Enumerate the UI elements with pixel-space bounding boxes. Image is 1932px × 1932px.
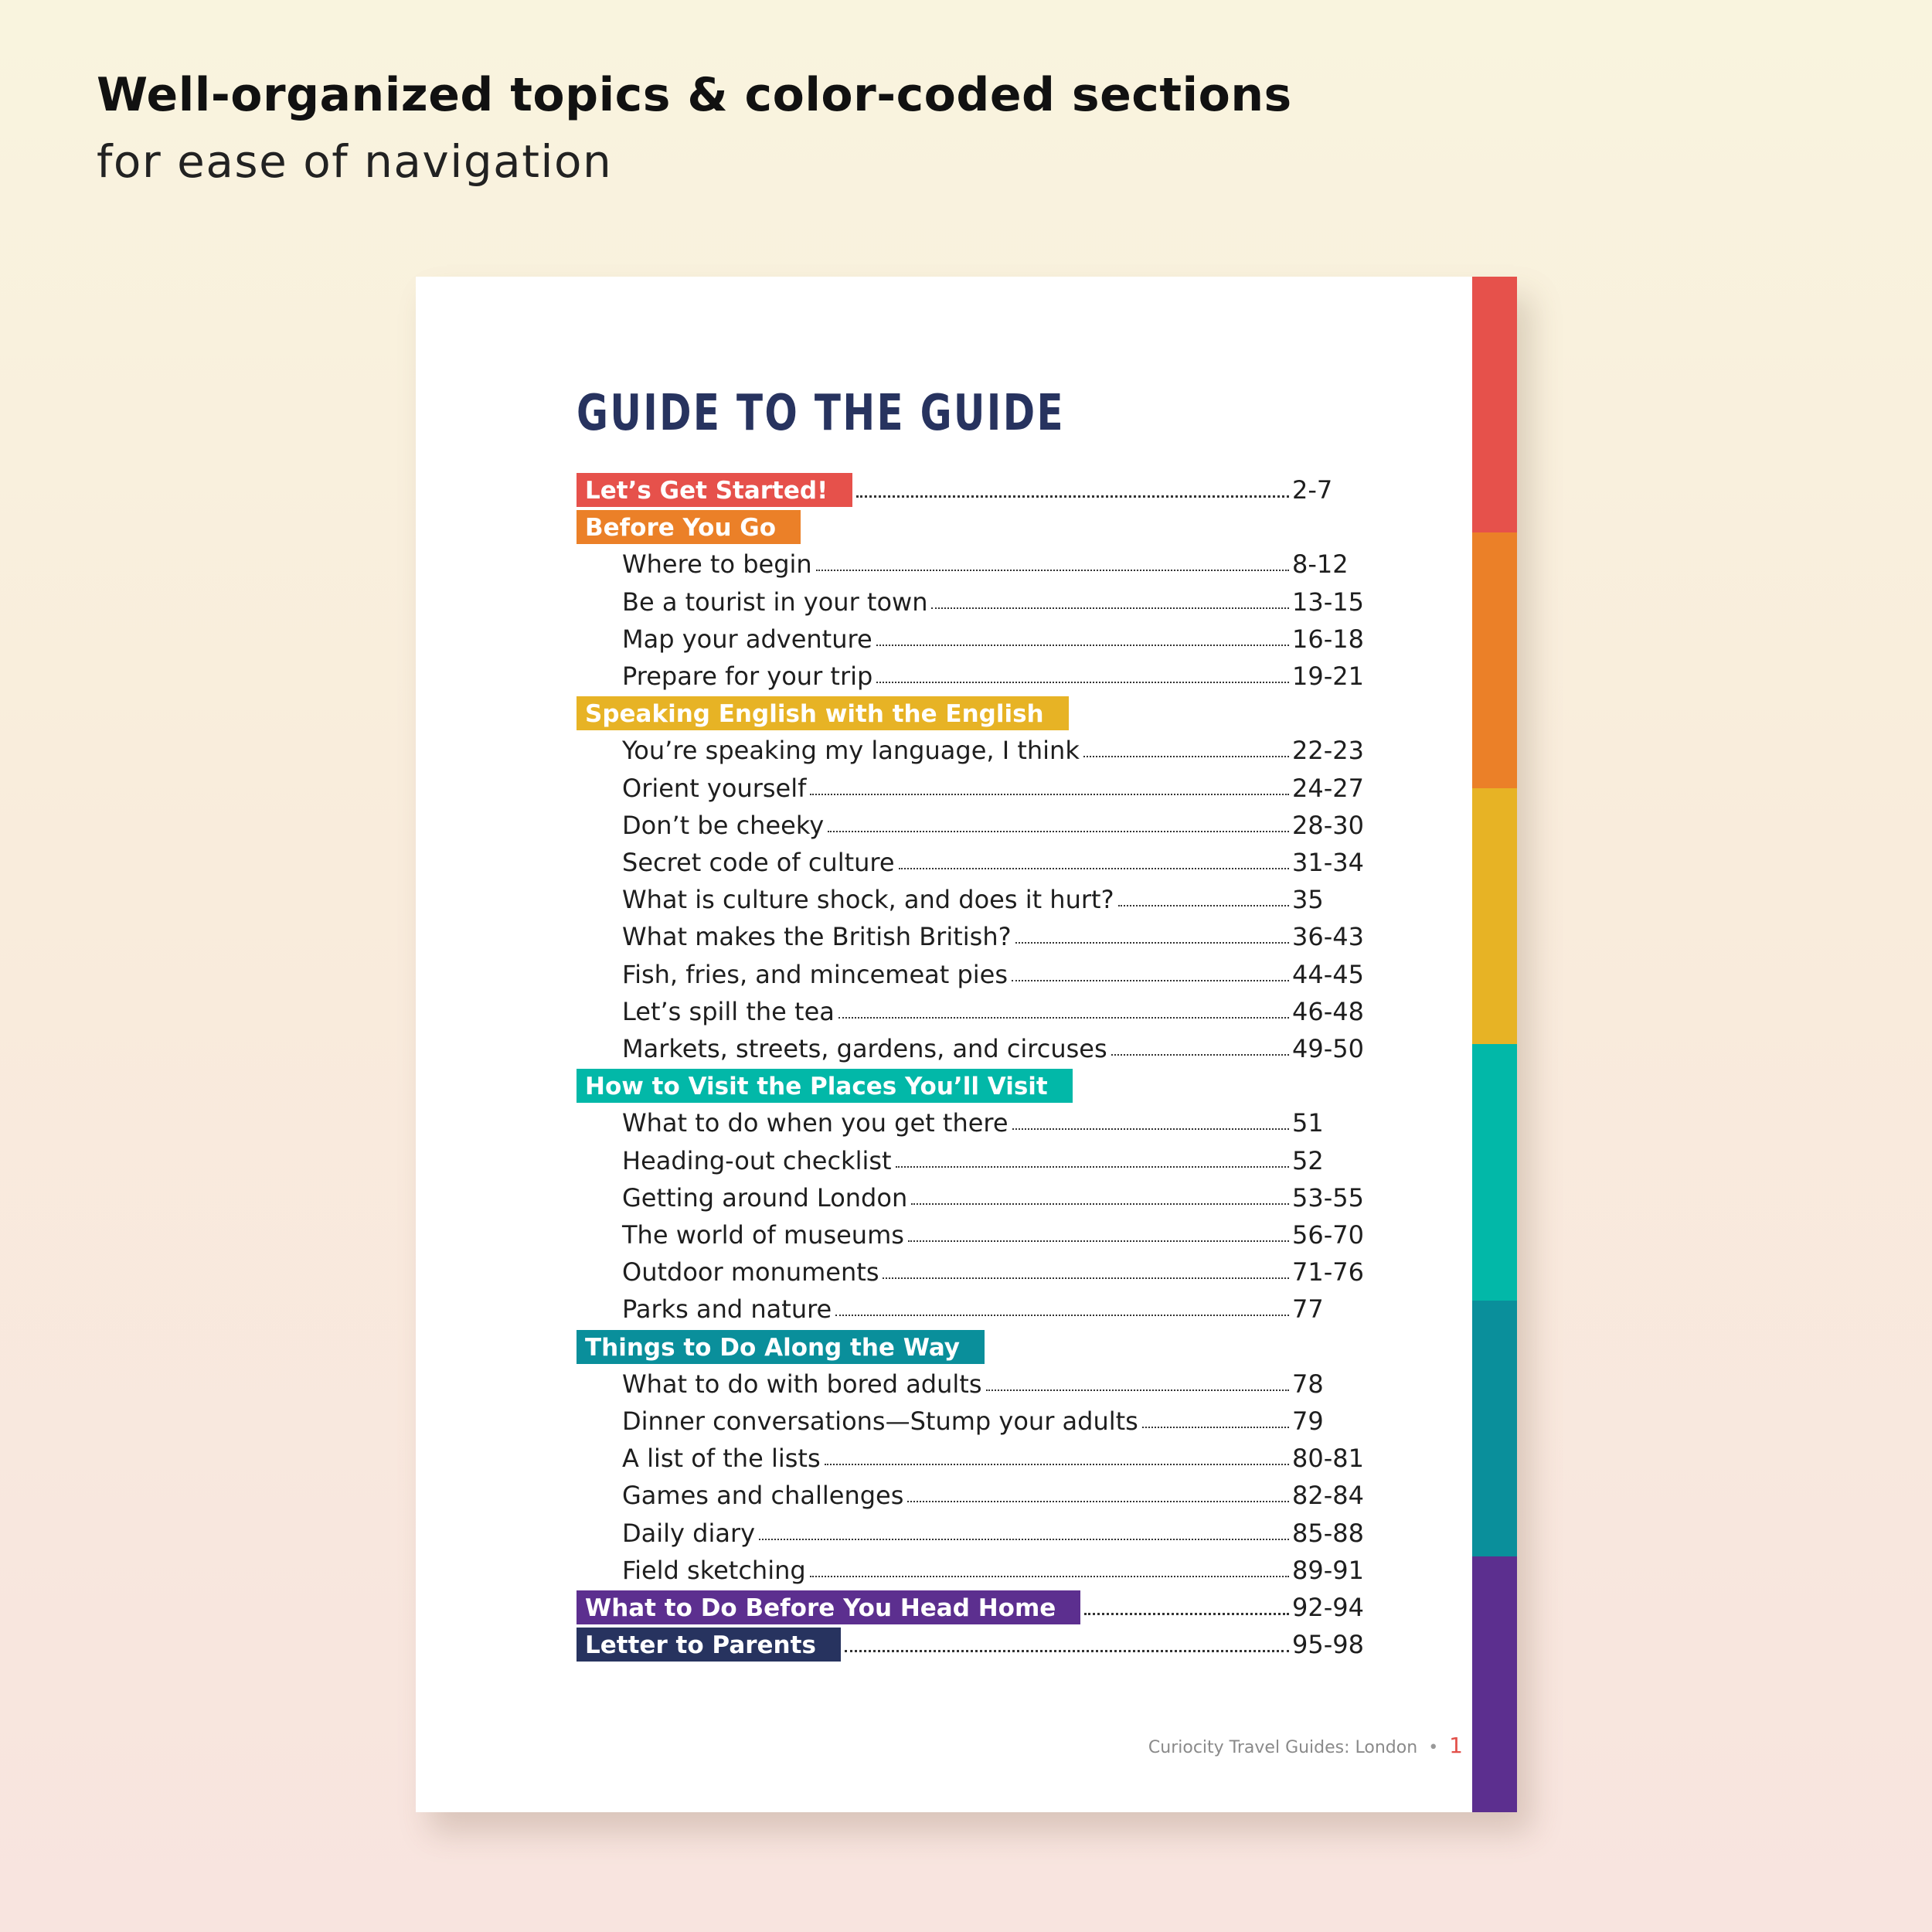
book-page: [416, 277, 1517, 1812]
toc-page-range: 71-76: [1292, 1257, 1364, 1287]
dot-leader: [835, 1315, 1289, 1316]
toc-section-row[interactable]: [577, 1628, 1372, 1662]
toc-page-range: 28-30: [1292, 810, 1364, 840]
toc-item-row[interactable]: [577, 1181, 1372, 1215]
toc-item-row[interactable]: [577, 733, 1372, 767]
toc-page-range: 46-48: [1292, 996, 1364, 1026]
toc-page-range: 16-18: [1292, 624, 1364, 654]
toc-item-label: Where to begin: [622, 549, 812, 580]
toc-item-label: Let’s spill the tea: [622, 996, 835, 1026]
page-title: GUIDE TO THE GUIDE: [577, 385, 1065, 442]
dot-leader: [1084, 1613, 1289, 1615]
toc-item-label: You’re speaking my language, I think: [622, 736, 1080, 766]
toc-page-range: 52: [1292, 1145, 1324, 1175]
dot-leader: [908, 1240, 1289, 1242]
dot-leader: [825, 1464, 1289, 1465]
toc-item-row[interactable]: [577, 547, 1372, 581]
toc-item-label: Daily diary: [622, 1518, 756, 1548]
toc-page-range: 49-50: [1292, 1034, 1364, 1063]
section-color-tab: [1472, 1301, 1517, 1556]
toc-item-label: Be a tourist in your town: [622, 587, 928, 617]
toc-page-range: 80-81: [1292, 1444, 1364, 1474]
toc-item-row[interactable]: [577, 1553, 1372, 1587]
dot-leader: [1111, 1054, 1289, 1056]
toc-item-row[interactable]: [577, 659, 1372, 693]
footer-page-number: 1: [1449, 1733, 1463, 1758]
toc-page-range: 8-12: [1292, 549, 1349, 580]
toc-item-row[interactable]: [577, 585, 1372, 619]
toc-page-range: 13-15: [1292, 587, 1364, 617]
toc-item-label: Fish, fries, and mincemeat pies: [622, 959, 1009, 989]
section-color-tab: [1472, 1556, 1517, 1812]
toc-item-label: Orient yourself: [622, 773, 807, 803]
dot-leader: [1012, 980, 1289, 981]
toc-page-range: 78: [1292, 1369, 1324, 1399]
section-color-tab: [1472, 532, 1517, 788]
toc-item-label: Markets, streets, gardens, and circuses: [622, 1034, 1107, 1063]
toc-section-label: Things to Do Along the Way: [577, 1330, 985, 1364]
toc-item-label: Map your adventure: [622, 624, 872, 654]
page-footer: [1148, 1733, 1463, 1758]
toc-item-row[interactable]: [577, 1441, 1372, 1475]
toc-section-row[interactable]: [577, 510, 1372, 544]
toc-item-row[interactable]: [577, 1032, 1372, 1066]
dot-leader: [828, 831, 1289, 832]
toc-item-label: Don’t be cheeky: [622, 810, 825, 840]
toc-item-label: Field sketching: [622, 1555, 806, 1585]
toc-item-label: Games and challenges: [622, 1481, 904, 1511]
dot-leader: [1012, 1128, 1289, 1130]
toc-section-label: Let’s Get Started!: [577, 473, 852, 507]
toc-item-row[interactable]: [577, 957, 1372, 992]
toc-item-row[interactable]: [577, 920, 1372, 954]
dot-leader: [816, 570, 1289, 571]
subheadline: for ease of navigation: [97, 135, 613, 188]
dot-leader: [876, 645, 1289, 646]
toc-page-range: 92-94: [1292, 1593, 1364, 1622]
table-of-contents: [416, 277, 1517, 1812]
toc-section-label: How to Visit the Places You’ll Visit: [577, 1069, 1073, 1103]
toc-item-label: Prepare for your trip: [622, 662, 873, 691]
toc-page-range: 95-98: [1292, 1630, 1364, 1660]
dot-leader: [1118, 905, 1289, 906]
toc-item-label: A list of the lists: [622, 1444, 821, 1474]
toc-item-row[interactable]: [577, 1516, 1372, 1550]
toc-item-row[interactable]: [577, 845, 1372, 879]
toc-item-row[interactable]: [577, 622, 1372, 656]
toc-page-range: 36-43: [1292, 922, 1364, 952]
toc-section-row[interactable]: [577, 696, 1372, 730]
toc-item-label: Dinner conversations—Stump your adults: [622, 1406, 1138, 1436]
toc-page-range: 79: [1292, 1406, 1324, 1436]
section-color-tab: [1472, 1044, 1517, 1300]
dot-leader: [810, 794, 1289, 795]
toc-item-label: Parks and nature: [622, 1294, 832, 1325]
toc-page-range: 53-55: [1292, 1182, 1364, 1213]
footer-separator: •: [1428, 1738, 1439, 1757]
toc-page-range: 22-23: [1292, 736, 1364, 766]
toc-section-row[interactable]: [577, 1069, 1372, 1103]
toc-item-label: The world of museums: [622, 1220, 904, 1250]
dot-leader: [911, 1203, 1289, 1205]
toc-page-range: 24-27: [1292, 773, 1364, 803]
dot-leader: [810, 1576, 1289, 1577]
toc-item-row[interactable]: [577, 808, 1372, 842]
toc-item-label: What makes the British British?: [622, 922, 1012, 952]
dot-leader: [1142, 1427, 1289, 1428]
toc-item-row[interactable]: [577, 1218, 1372, 1252]
toc-section-label: Before You Go: [577, 510, 801, 544]
toc-page-range: 89-91: [1292, 1555, 1364, 1585]
toc-item-row[interactable]: [577, 1404, 1372, 1438]
dot-leader: [1015, 942, 1289, 944]
section-color-tab: [1472, 277, 1517, 532]
toc-item-label: What to do with bored adults: [622, 1369, 982, 1399]
toc-item-label: Secret code of culture: [622, 848, 895, 877]
toc-item-label: What is culture shock, and does it hurt?: [622, 885, 1114, 915]
dot-leader: [899, 868, 1289, 869]
toc-page-range: 85-88: [1292, 1518, 1364, 1548]
toc-page-range: 19-21: [1292, 662, 1364, 691]
toc-page-range: 56-70: [1292, 1220, 1364, 1250]
dot-leader: [896, 1166, 1289, 1168]
dot-leader: [838, 1017, 1289, 1019]
toc-section-row[interactable]: [577, 1330, 1372, 1364]
toc-item-row[interactable]: [577, 1478, 1372, 1512]
headline: Well-organized topics & color-coded sections: [97, 68, 1292, 122]
toc-page-range: 82-84: [1292, 1481, 1364, 1511]
toc-item-label: Outdoor monuments: [622, 1257, 879, 1287]
toc-item-row[interactable]: [577, 1144, 1372, 1178]
section-tab-strip: [1472, 277, 1517, 1812]
toc-item-row[interactable]: [577, 1367, 1372, 1401]
dot-leader: [883, 1277, 1289, 1279]
toc-item-row[interactable]: [577, 1255, 1372, 1289]
toc-page-range: 44-45: [1292, 959, 1364, 989]
toc-section-row[interactable]: [577, 473, 1372, 507]
toc-page-range: 51: [1292, 1108, 1324, 1138]
section-color-tab: [1472, 788, 1517, 1044]
toc-item-label: Heading-out checklist: [622, 1145, 892, 1175]
dot-leader: [876, 682, 1289, 683]
dot-leader: [759, 1539, 1289, 1540]
dot-leader: [856, 495, 1289, 498]
toc-item-label: Getting around London: [622, 1182, 908, 1213]
dot-leader: [931, 607, 1289, 609]
toc-item-row[interactable]: [577, 771, 1372, 805]
dot-leader: [986, 1389, 1290, 1391]
toc-section-label: Speaking English with the English: [577, 696, 1069, 730]
toc-page-range: 77: [1292, 1294, 1324, 1325]
toc-section-label: Letter to Parents: [577, 1628, 841, 1662]
toc-item-row[interactable]: [577, 1106, 1372, 1140]
toc-item-label: What to do when you get there: [622, 1108, 1009, 1138]
dot-leader: [907, 1501, 1289, 1502]
footer-book-title: Curiocity Travel Guides: London: [1148, 1738, 1418, 1757]
toc-page-range: 2-7: [1292, 475, 1333, 505]
toc-item-row[interactable]: [577, 995, 1372, 1029]
toc-page-range: 35: [1292, 885, 1324, 915]
toc-item-row[interactable]: [577, 883, 1372, 917]
toc-section-label: What to Do Before You Head Home: [577, 1590, 1080, 1624]
dot-leader: [845, 1650, 1289, 1652]
toc-section-row[interactable]: [577, 1590, 1372, 1624]
dot-leader: [1083, 756, 1289, 757]
toc-page-range: 31-34: [1292, 848, 1364, 877]
toc-item-row[interactable]: [577, 1292, 1372, 1326]
